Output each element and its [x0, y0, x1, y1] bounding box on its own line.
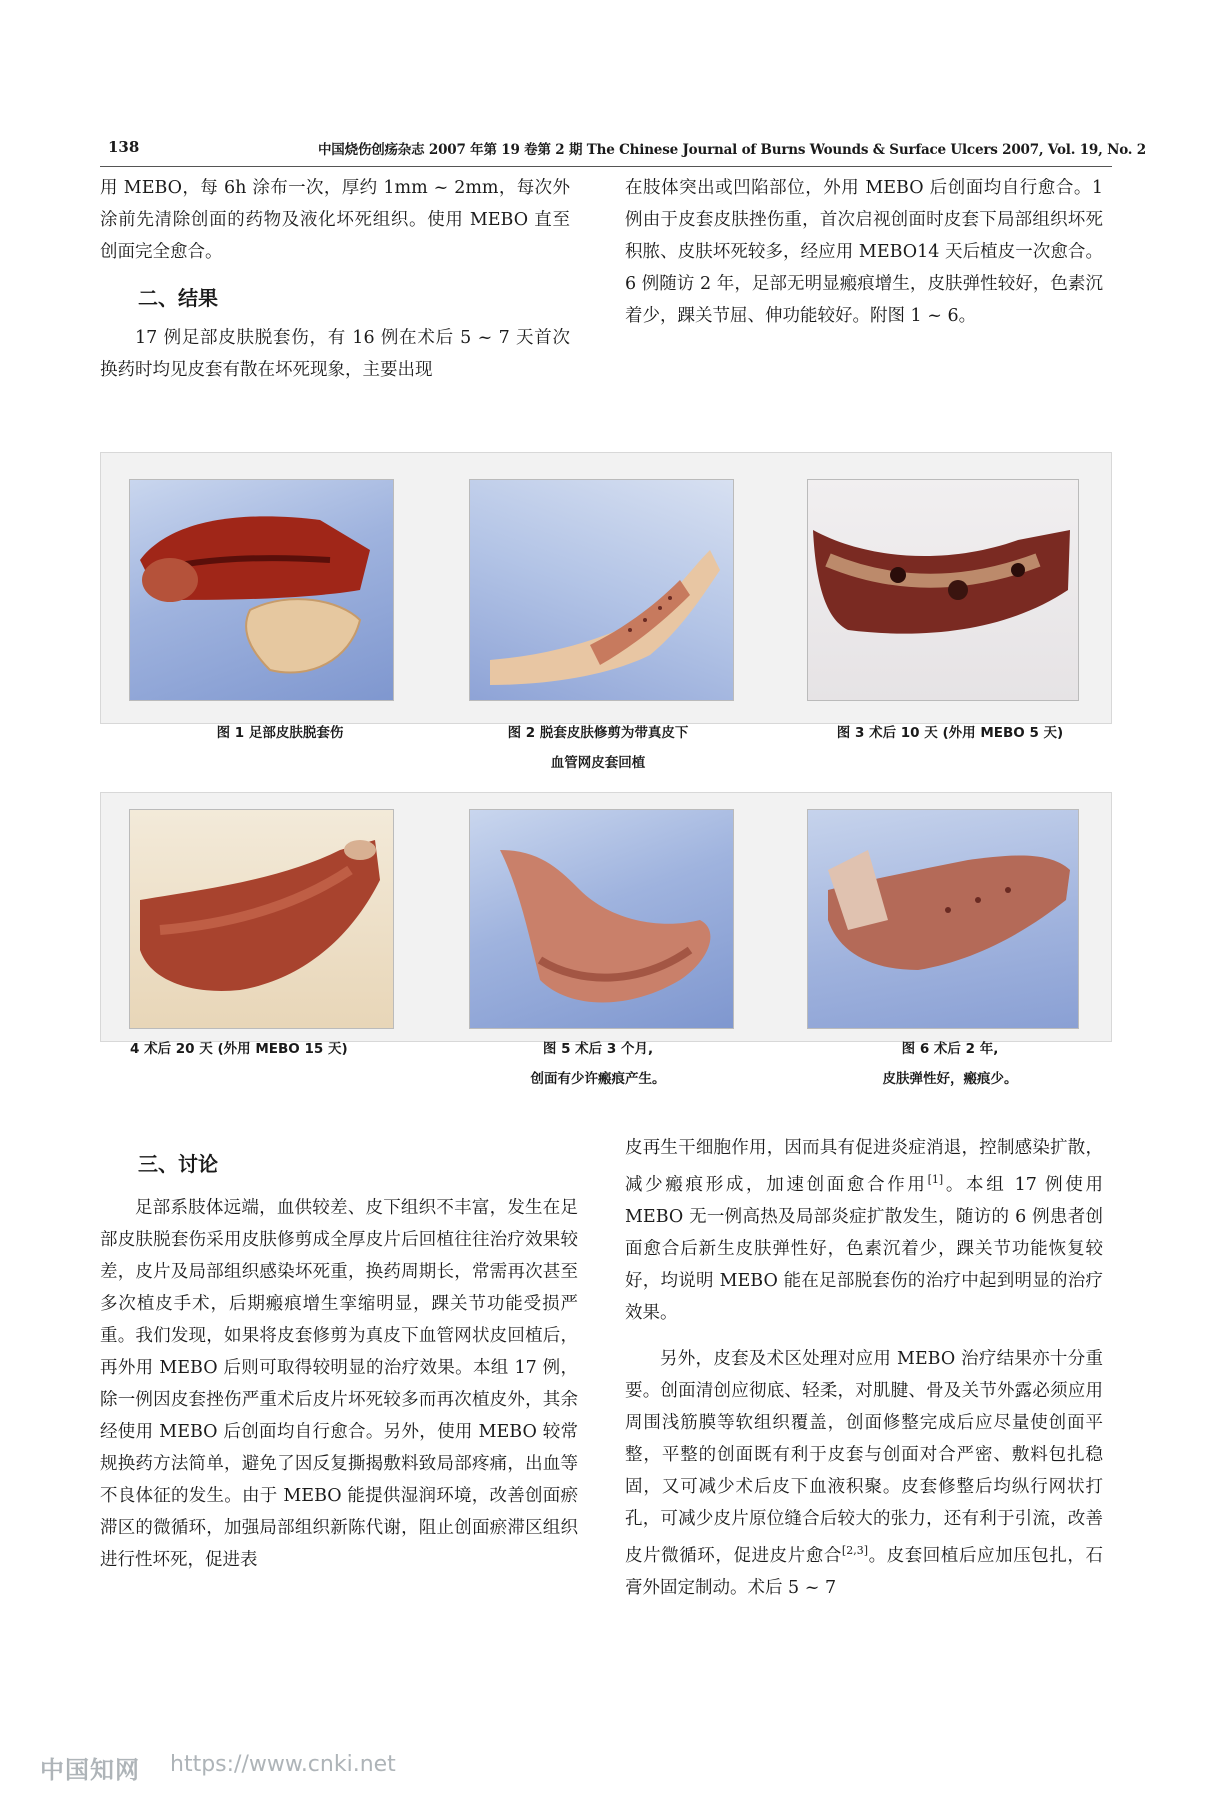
- journal-running-head: 中国烧伤创疡杂志 2007 年第 19 卷第 2 期 The Chinese Journal of Burns Wounds & Surface Ulcers 2007, Vol. 19, No. 2: [318, 142, 1146, 158]
- figure-5-caption-line2: 创面有少许瘢痕产生。: [530, 1071, 666, 1087]
- replanted-skin-image: [470, 480, 733, 700]
- figure-4-photo: [129, 809, 394, 1029]
- results-paragraph: 17 例足部皮肤脱套伤，有 16 例在术后 5 ~ 7 天首次换药时均见皮套有散在坏死现象，主要出现: [100, 328, 570, 380]
- figure-1-caption: 图 1 足部皮肤脱套伤: [216, 725, 344, 741]
- figure-3-photo: [807, 479, 1079, 701]
- bottom-right-column: [625, 1132, 1103, 1604]
- figure-4-caption: 4 术后 20 天 (外用 MEBO 15 天): [130, 1041, 348, 1057]
- section-heading-discussion: 三、讨论: [138, 1152, 218, 1176]
- cnki-url: https://www.cnki.net: [170, 1752, 396, 1777]
- figure-5-photo: [469, 809, 734, 1029]
- post-op-2years-image: [808, 810, 1078, 1028]
- header-rule: [100, 166, 1112, 167]
- post-op-day20-image: [130, 810, 393, 1028]
- figure-3-caption: 图 3 术后 10 天 (外用 MEBO 5 天): [836, 725, 1064, 741]
- figure-6-caption-line1: 图 6 术后 2 年,: [901, 1041, 999, 1057]
- post-op-day10-image: [808, 480, 1078, 700]
- figure-2-caption-line1: 图 2 脱套皮肤修剪为带真皮下: [507, 725, 689, 741]
- methods-paragraph-end: 用 MEBO，每 6h 涂布一次，厚约 1mm ~ 2mm，每次外涂前先清除创面的药物及液化坏死组织。使用 MEBO 直至创面完全愈合。: [100, 178, 570, 262]
- bottom-left-column: [100, 1148, 578, 1576]
- post-op-3months-image: [470, 810, 733, 1028]
- page-number: 138: [108, 138, 140, 156]
- figure-6-photo: [807, 809, 1079, 1029]
- top-left-column: [100, 172, 570, 386]
- results-paragraph-cont: 在肢体突出或凹陷部位，外用 MEBO 后创面均自行愈合。1 例由于皮套皮肤挫伤重，首次启视创面时皮套下局部组织坏死积脓、皮肤坏死较多，经应用 MEBO14 天后植皮一次愈合。6 例随访 2 年，足部无明显瘢痕增生，皮肤弹性较好，色素沉着少，踝关节屈、伸功能较好。附图 1 ~ 6。: [625, 178, 1103, 326]
- foot-degloving-image: [130, 480, 393, 700]
- figure-2-photo: [469, 479, 734, 701]
- cnki-logo: 中国知网: [40, 1756, 140, 1784]
- discussion-paragraph: 足部系肢体远端，血供较差、皮下组织不丰富，发生在足部皮肤脱套伤采用皮肤修剪成全厚皮片后回植往往治疗效果较差，皮片及局部组织感染坏死重，换药周期长，常需再次甚至多次植皮手术，后期瘢痕增生挛缩明显，踝关节功能受损严重。我们发现，如果将皮套修剪为真皮下血管网状皮回植后，再外用 MEBO 后则可取得较明显的治疗效果。本组 17 例，除一例因皮套挫伤严重术后皮片坏死较多而再次植皮外，其余经使用 MEBO 后创面均自行愈合。另外，使用 MEBO 较常规换药方法简单，避免了因反复撕揭敷料致局部疼痛，出血等不良体征的发生。由于 MEBO 能提供湿润环境，改善创面瘀滞区的微循环，加强局部组织新陈代谢，阻止创面瘀滞区组织进行性坏死，促进表: [100, 1198, 578, 1570]
- citation-2-3: [2,3]: [841, 1543, 868, 1557]
- citation-1: [1]: [927, 1173, 944, 1186]
- figure-5-caption-line1: 图 5 术后 3 个月,: [542, 1041, 654, 1057]
- figure-panel-row1: [100, 452, 1112, 724]
- figure-2-caption-line2: 血管网皮套回植: [550, 755, 646, 771]
- section-heading-results: 二、结果: [138, 286, 218, 310]
- top-right-column: [625, 172, 1103, 332]
- figure-1-photo: [129, 479, 394, 701]
- discussion-paragraph-cont: 皮再生干细胞作用，因而具有促进炎症消退，控制感染扩散，减少瘢痕形成，加速创面愈合作用[1]。本组 17 例使用 MEBO 无一例高热及局部炎症扩散发生，随访的 6 例患者创面愈合后新生皮肤弹性好，色素沉着少，踝关节功能恢复较好，均说明 MEBO 能在足部脱套伤的治疗中起到明显的治疗效果。: [625, 1138, 1103, 1323]
- discussion-paragraph-2: 另外，皮套及术区处理对应用 MEBO 治疗结果亦十分重要。创面清创应彻底、轻柔，对肌腱、骨及关节外露必须应用周围浅筋膜等软组织覆盖，创面修整完成后应尽量使创面平整，平整的创面既有利于皮套与创面对合严密、敷料包扎稳固，又可减少术后皮下血液积聚。皮套修整后均纵行网状打孔，可减少皮片原位缝合后较大的张力，还有利于引流，改善皮片微循环，促进皮片愈合[2,3]。皮套回植后应加压包扎，石膏外固定制动。术后 5 ~ 7: [625, 1348, 1103, 1598]
- figure-6-caption-line2: 皮肤弹性好，瘢痕少。: [882, 1071, 1018, 1087]
- figure-panel-row2: [100, 792, 1112, 1042]
